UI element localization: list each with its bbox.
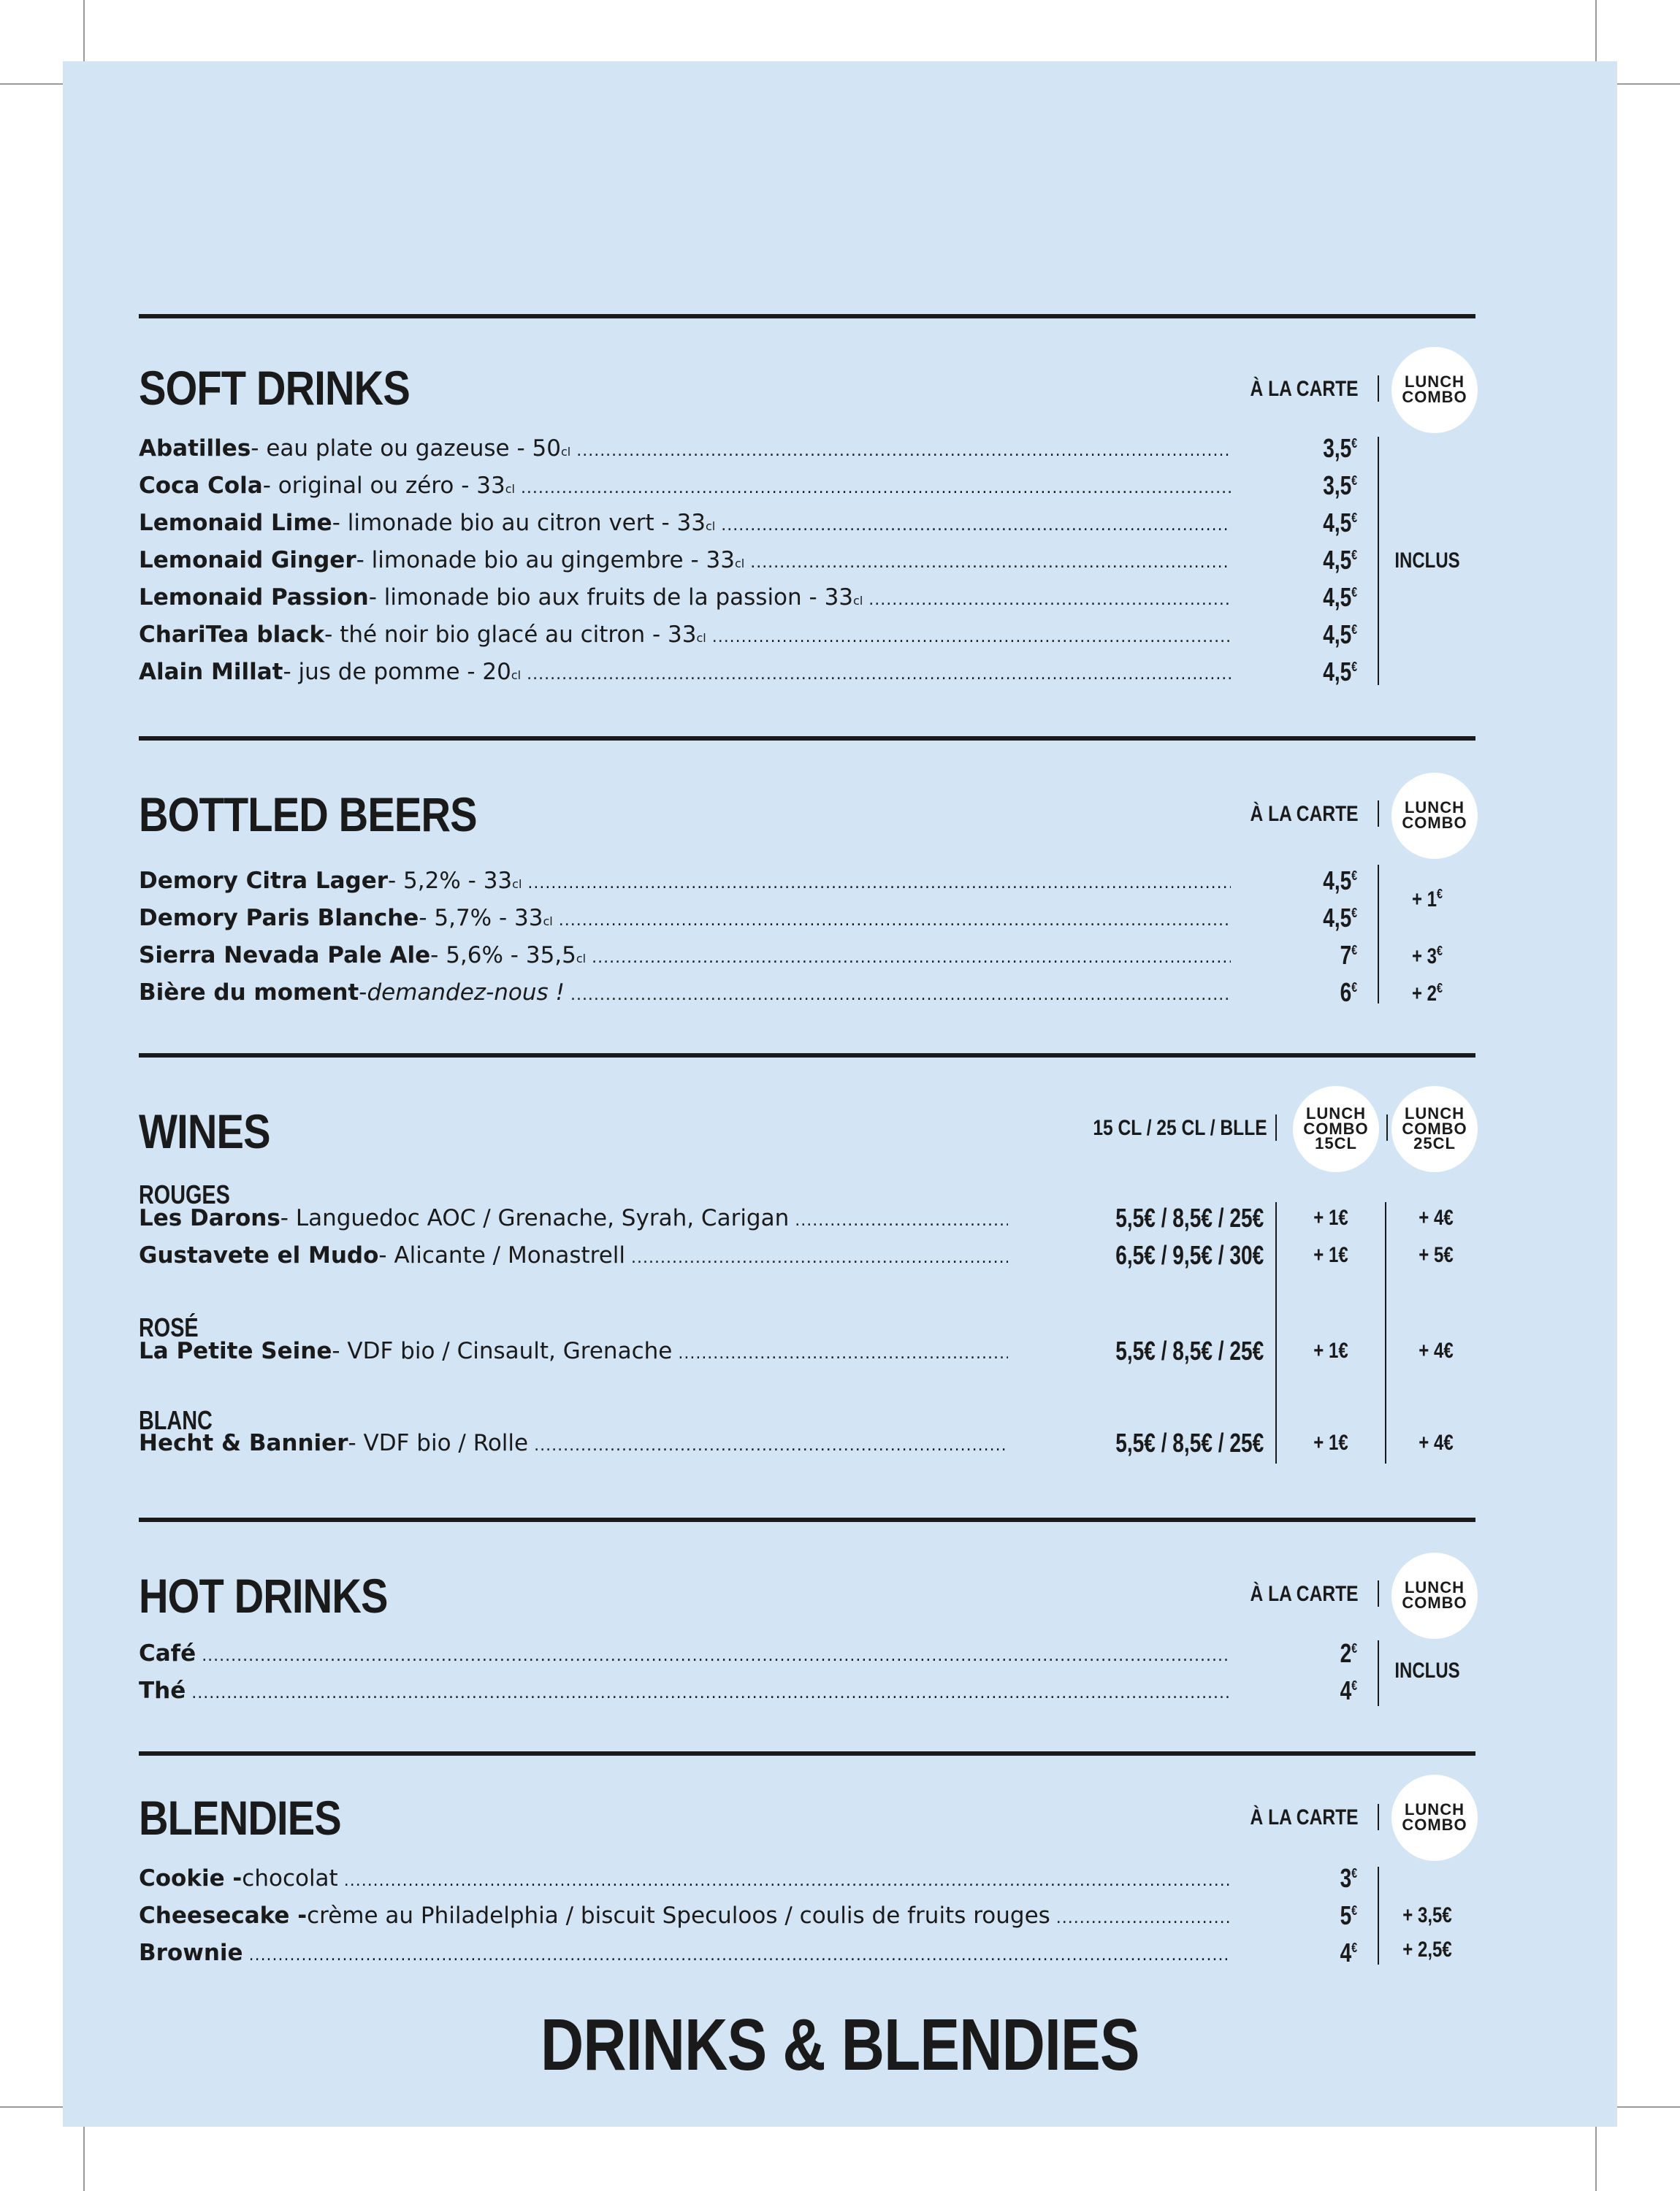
wine-price: 5,5€ / 8,5€ / 25€ (1115, 1336, 1264, 1366)
menu-item: Abatilles - eau plate ou gazeuse - 50 cl ..... (139, 434, 1231, 463)
item-price: 4,5€ (1323, 508, 1357, 538)
combo-25cl: + 4€ (1419, 1339, 1454, 1363)
section-bottled-beers (139, 736, 1475, 1043)
section-soft-drinks (139, 314, 1475, 723)
lunch-combo-25cl-badge: LUNCH COMBO 25CL (1391, 1086, 1478, 1172)
wine-group-label: BLANC (139, 1405, 213, 1435)
section-hot-drinks (139, 1518, 1475, 1737)
header-separator (1378, 1580, 1379, 1607)
section-divider (139, 314, 1475, 318)
item-price: 4,5€ (1323, 903, 1357, 933)
header-separator (1275, 1114, 1277, 1141)
combo-25cl: + 5€ (1419, 1243, 1454, 1267)
combo-15cl: + 1€ (1313, 1431, 1348, 1455)
column-separator (1378, 865, 1379, 1003)
menu-item: Coca Cola - original ou zéro - 33 cl ..... (139, 471, 1231, 500)
a-la-carte-header: À LA CARTE (1250, 1805, 1359, 1829)
header-separator (1378, 375, 1379, 402)
column-separator (1378, 1640, 1379, 1706)
menu-item: Alain Millat - jus de pomme - 20 cl ..... (139, 657, 1231, 687)
lunch-combo-badge: LUNCH COMBO (1391, 773, 1478, 859)
menu-item: ChariTea black - thé noir bio glacé au citron - 33 cl ..... (139, 620, 1231, 649)
combo-supplement: + 2,5€ (1402, 1938, 1452, 1962)
section-title: SOFT DRINKS (139, 361, 410, 415)
column-separator (1378, 1867, 1379, 1965)
combo-included: INCLUS (1394, 548, 1460, 573)
combo-15cl: + 1€ (1313, 1339, 1348, 1363)
section-wines (139, 1053, 1475, 1506)
header-separator (1386, 1114, 1388, 1141)
menu-item: Cookie - chocolat ..... (139, 1864, 1231, 1893)
item-price: 4,5€ (1323, 865, 1357, 895)
wine-group-label: ROSÉ (139, 1312, 199, 1342)
crop-mark (83, 0, 85, 66)
menu-item: Lemonaid Lime - limonade bio au citron vert - 33 cl ..... (139, 508, 1231, 538)
column-separator (1385, 1202, 1386, 1464)
crop-mark (1614, 83, 1680, 85)
combo-supplement: + 3€ (1411, 944, 1443, 968)
menu-item: Demory Citra Lager - 5,2% - 33 cl ..... (139, 866, 1231, 895)
item-price: 4€ (1340, 1675, 1357, 1705)
combo-supplement: + 3,5€ (1402, 1903, 1452, 1927)
menu-item: Lemonaid Passion - limonade bio aux fruits de la passion - 33 cl ..... (139, 583, 1231, 612)
item-price: 4,5€ (1323, 619, 1357, 649)
lunch-combo-15cl-badge: LUNCH COMBO 15CL (1293, 1086, 1379, 1172)
combo-15cl: + 1€ (1313, 1206, 1348, 1230)
menu-item: Gustavete el Mudo - Alicante / Monastrell ..... (139, 1241, 1008, 1270)
page-title: DRINKS & BLENDIES (541, 2004, 1139, 2086)
wine-size-header: 15 CL / 25 CL / BLLE (1093, 1116, 1267, 1140)
wine-price: 6,5€ / 9,5€ / 30€ (1115, 1240, 1264, 1270)
crop-mark (1595, 0, 1597, 66)
section-divider (139, 736, 1475, 741)
item-price: 6€ (1340, 977, 1357, 1007)
menu-item: Thé ..... (139, 1676, 1231, 1705)
menu-item: Lemonaid Ginger - limonade bio au gingembre - 33 cl ..... (139, 546, 1231, 575)
item-price: 5€ (1340, 1900, 1357, 1930)
combo-supplement: + 1€ (1411, 887, 1443, 911)
menu-item: Demory Paris Blanche - 5,7% - 33 cl ..... (139, 903, 1231, 933)
column-separator (1378, 437, 1379, 685)
wine-price: 5,5€ / 8,5€ / 25€ (1115, 1428, 1264, 1458)
item-price: 4,5€ (1323, 582, 1357, 612)
item-price: 3€ (1340, 1863, 1357, 1893)
crop-mark (1595, 2125, 1597, 2191)
section-divider (139, 1518, 1475, 1522)
lunch-combo-badge: LUNCH COMBO (1391, 1553, 1478, 1639)
lunch-combo-badge: LUNCH COMBO (1391, 1775, 1478, 1861)
section-title: WINES (139, 1104, 270, 1158)
menu-item: Brownie ..... (139, 1938, 1231, 1968)
column-separator (1275, 1202, 1277, 1464)
wine-price: 5,5€ / 8,5€ / 25€ (1115, 1203, 1264, 1233)
item-price: 2€ (1340, 1638, 1357, 1668)
section-divider (139, 1053, 1475, 1058)
section-title: BLENDIES (139, 1791, 341, 1845)
a-la-carte-header: À LA CARTE (1250, 802, 1359, 826)
item-price: 4€ (1340, 1938, 1357, 1968)
menu-item: Sierra Nevada Pale Ale - 5,6% - 35,5 cl ..... (139, 941, 1231, 970)
crop-mark (0, 2106, 66, 2108)
header-separator (1378, 800, 1379, 827)
section-blendies (139, 1751, 1475, 1992)
crop-mark (0, 83, 66, 85)
item-price: 4,5€ (1323, 545, 1357, 575)
section-title: BOTTLED BEERS (139, 787, 477, 841)
menu-item: Bière du moment - demandez-nous ! ..... (139, 978, 1231, 1007)
section-title: HOT DRINKS (139, 1569, 388, 1623)
crop-mark (83, 2125, 85, 2191)
item-price: 3,5€ (1323, 470, 1357, 500)
a-la-carte-header: À LA CARTE (1250, 377, 1359, 401)
menu-item: La Petite Seine - VDF bio / Cinsault, Grenache ..... (139, 1337, 1008, 1366)
item-price: 4,5€ (1323, 657, 1357, 687)
combo-included: INCLUS (1394, 1659, 1460, 1683)
a-la-carte-header: À LA CARTE (1250, 1582, 1359, 1606)
header-separator (1378, 1804, 1379, 1830)
combo-25cl: + 4€ (1419, 1431, 1454, 1455)
crop-mark (1614, 2106, 1680, 2108)
menu-item: Hecht & Bannier - VDF bio / Rolle ..... (139, 1429, 1008, 1458)
combo-15cl: + 1€ (1313, 1243, 1348, 1267)
menu-item: Cheesecake - crème au Philadelphia / biscuit Speculoos / coulis de fruits rouges ..... (139, 1901, 1231, 1930)
combo-supplement: + 2€ (1411, 981, 1443, 1006)
combo-25cl: + 4€ (1419, 1206, 1454, 1230)
menu-item: Café ..... (139, 1639, 1231, 1668)
wine-group-label: ROUGES (139, 1179, 230, 1209)
item-price: 3,5€ (1323, 433, 1357, 463)
item-price: 7€ (1340, 940, 1357, 970)
section-divider (139, 1751, 1475, 1756)
lunch-combo-badge: LUNCH COMBO (1391, 347, 1478, 433)
menu-item: Les Darons - Languedoc AOC / Grenache, Syrah, Carigan ..... (139, 1204, 1008, 1233)
